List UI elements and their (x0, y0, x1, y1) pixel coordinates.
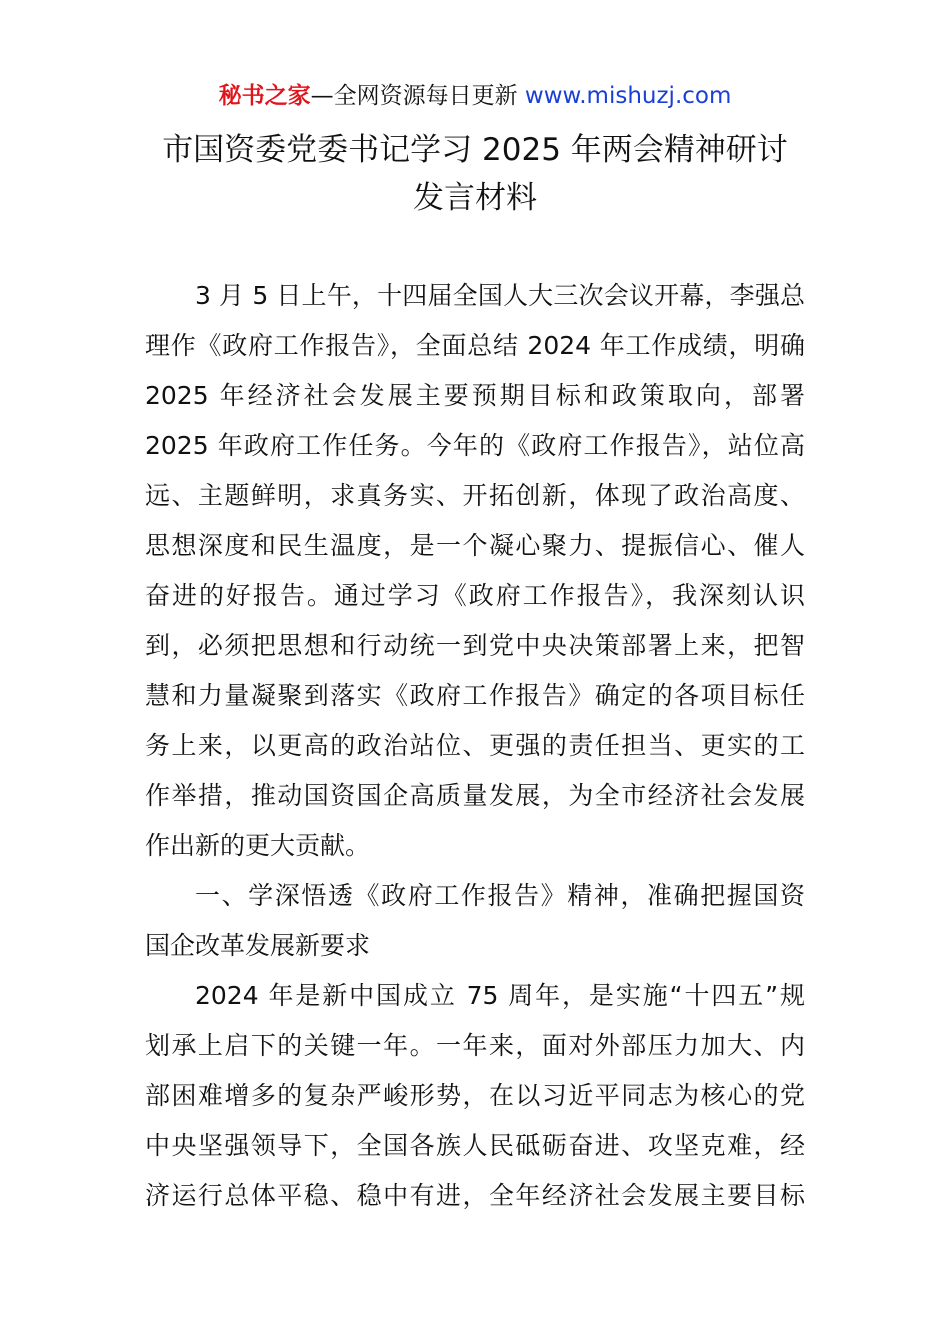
paragraph-line: 理作《政府工作报告》，全面总结 2024 年工作成绩，明确 (145, 331, 805, 360)
paragraph-line: 2025 年政府工作任务。今年的《政府工作报告》，站位高 (145, 431, 805, 460)
header-tagline: —全网资源每日更新 (310, 83, 518, 109)
paragraph-line: 作出新的更大贡献。 (145, 831, 371, 860)
paragraph-line: 思想深度和民生温度，是一个凝心聚力、提振信心、催人 (145, 531, 805, 560)
paragraph-line: 济运行总体平稳、稳中有进，全年经济社会发展主要目标 (145, 1181, 805, 1210)
paragraph-line: 慧和力量凝聚到落实《政府工作报告》确定的各项目标任 (145, 681, 805, 710)
paragraph-line: 2025 年经济社会发展主要预期目标和政策取向，部署 (145, 381, 805, 410)
watermark-header (0, 80, 950, 112)
document-title (0, 126, 950, 222)
paragraph-line: 划承上启下的关键一年。一年来，面对外部压力加大、内 (145, 1031, 805, 1060)
paragraph-line: 部困难增多的复杂严峻形势，在以习近平同志为核心的党 (145, 1081, 805, 1110)
site-url[interactable]: www.mishuzj.com (524, 83, 732, 109)
title-line-1: 市国资委党委书记学习 2025 年两会精神研讨 (162, 132, 788, 168)
paragraph-line: 奋进的好报告。通过学习《政府工作报告》，我深刻认识 (145, 581, 805, 610)
paragraph-line: 2024 年是新中国成立 75 周年，是实施“十四五”规 (195, 981, 805, 1010)
paragraph-line: 务上来，以更高的政治站位、更强的责任担当、更实的工 (145, 731, 805, 760)
brand-name: 秘书之家 (218, 83, 311, 109)
section-heading-line: 一、学深悟透《政府工作报告》精神，准确把握国资 (195, 881, 805, 910)
section-heading-line: 国企改革发展新要求 (145, 931, 371, 960)
title-line-2: 发言材料 (413, 180, 537, 216)
paragraph-line: 远、主题鲜明，求真务实、开拓创新，体现了政治高度、 (145, 481, 805, 510)
paragraph-line: 中央坚强领导下，全国各族人民砥砺奋进、攻坚克难，经 (145, 1131, 805, 1160)
paragraph-line: 到，必须把思想和行动统一到党中央决策部署上来，把智 (145, 631, 805, 660)
document-body (145, 271, 805, 1221)
paragraph-line: 作举措，推动国资国企高质量发展，为全市经济社会发展 (145, 781, 805, 810)
paragraph-line: 3 月 5 日上午，十四届全国人大三次会议开幕，李强总 (195, 281, 805, 310)
